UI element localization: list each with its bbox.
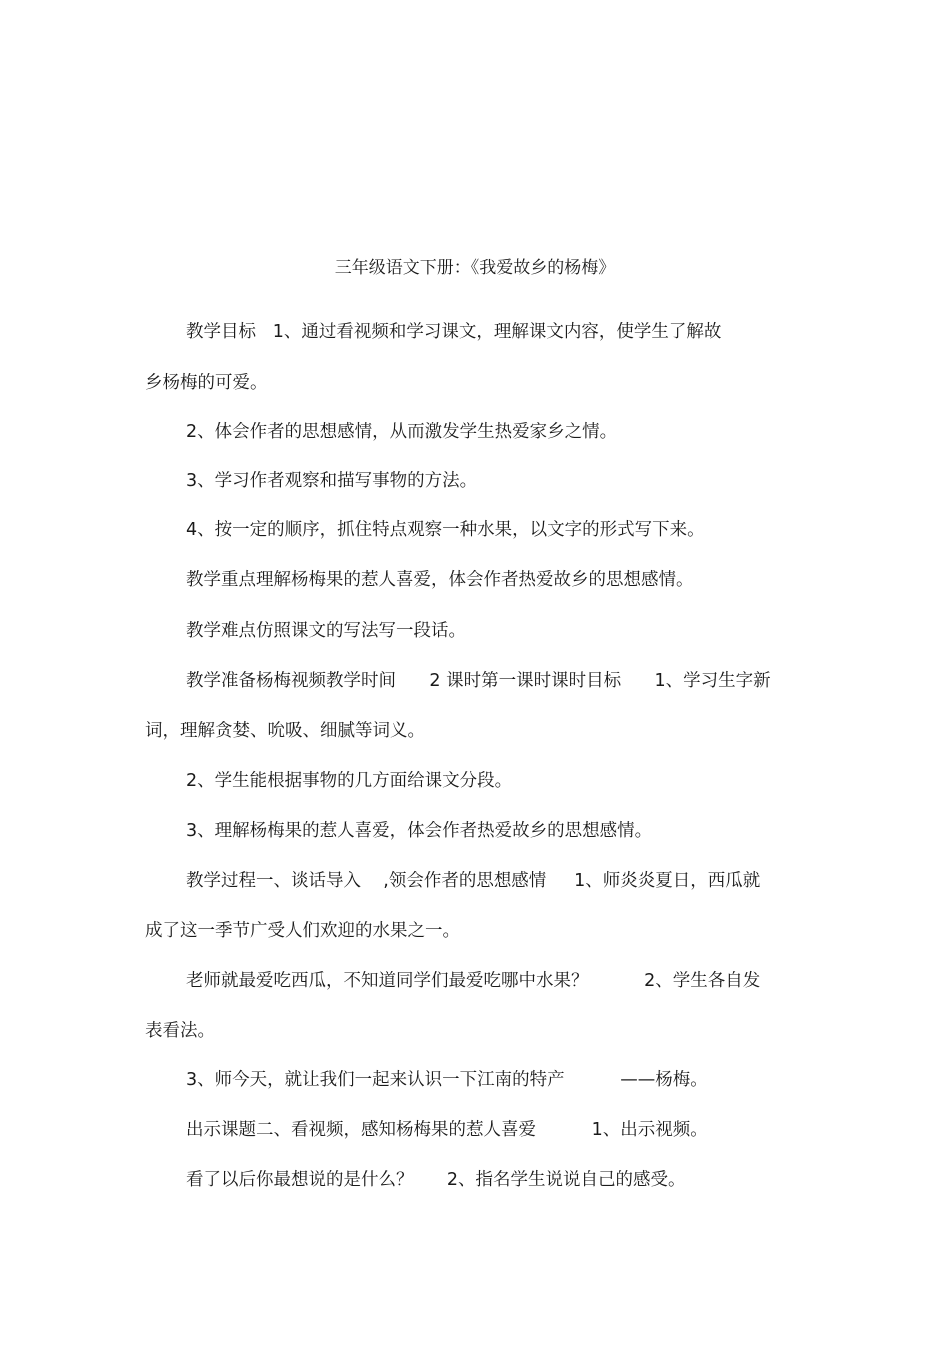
paragraph-line: 2、学生能根据事物的几方面给课文分段。 — [186, 771, 513, 791]
paragraph-line: 教学目标 1、通过看视频和学习课文，理解课文内容，使学生了解故 — [186, 322, 722, 342]
paragraph-line: 表看法。 — [145, 1021, 215, 1041]
paragraph-line: 2、体会作者的思想感情，从而激发学生热爱家乡之情。 — [186, 422, 618, 442]
paragraph-line: 出示课题二、看视频，感知杨梅果的惹人喜爱 1、出示视频。 — [186, 1120, 708, 1140]
paragraph-line: 看了以后你最想说的是什么？ 2、指名学生说说自己的感受。 — [186, 1170, 686, 1190]
paragraph-line: 乡杨梅的可爱。 — [145, 373, 268, 393]
paragraph-line: 老师就最爱吃西瓜，不知道同学们最爱吃哪中水果？ 2、学生各自发 — [186, 971, 761, 991]
paragraph-line: 词，理解贪婪、吮吸、细腻等词义。 — [145, 721, 425, 741]
paragraph-line: 成了这一季节广受人们欢迎的水果之一。 — [145, 921, 460, 941]
paragraph-line: 教学准备杨梅视频教学时间 2 课时第一课时课时目标 1、学习生字新 — [186, 671, 771, 691]
document-title: 三年级语文下册：《我爱故乡的杨梅》 — [334, 258, 616, 278]
paragraph-line: 3、师今天，就让我们一起来认识一下江南的特产 ——杨梅。 — [186, 1070, 708, 1090]
paragraph-line: 教学过程一、谈话导入 ,领会作者的思想感情 1、师炎炎夏日，西瓜就 — [186, 871, 761, 891]
paragraph-line: 教学重点理解杨梅果的惹人喜爱，体会作者热爱故乡的思想感情。 — [186, 570, 694, 590]
paragraph-line: 3、理解杨梅果的惹人喜爱，体会作者热爱故乡的思想感情。 — [186, 821, 653, 841]
paragraph-line: 4、按一定的顺序，抓住特点观察一种水果，以文字的形式写下来。 — [186, 520, 705, 540]
paragraph-line: 3、学习作者观察和描写事物的方法。 — [186, 471, 478, 491]
paragraph-line: 教学难点仿照课文的写法写一段话。 — [186, 621, 466, 641]
